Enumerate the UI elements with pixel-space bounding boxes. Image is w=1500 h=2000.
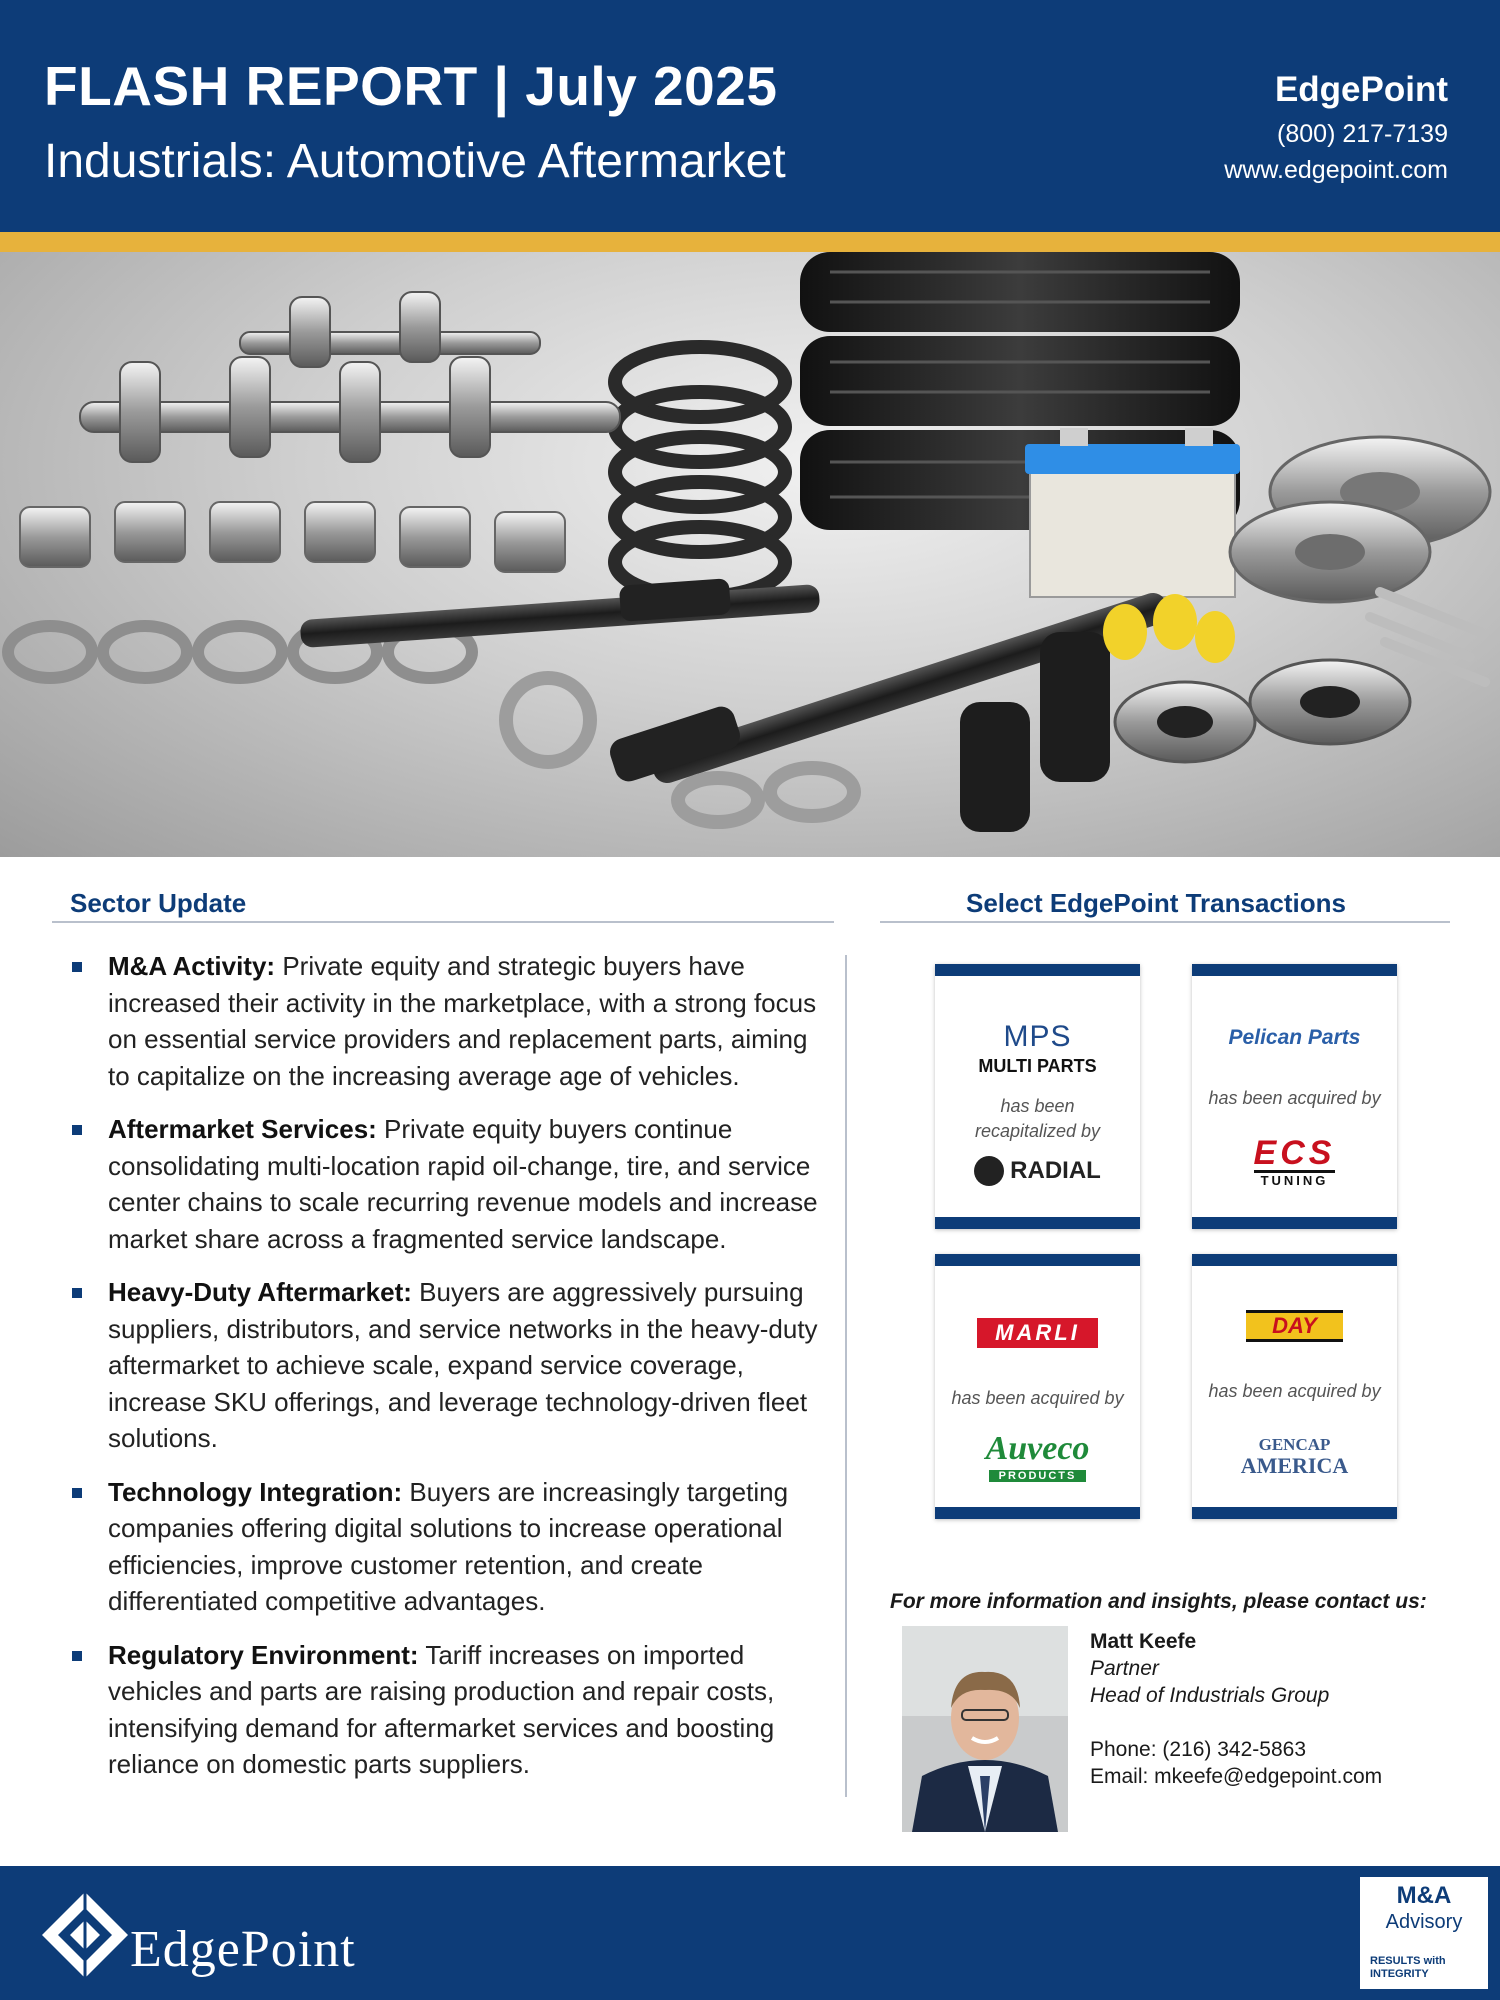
mps-logo: MPS bbox=[1003, 1020, 1072, 1053]
sector-divider bbox=[52, 921, 834, 923]
sector-update-heading: Sector Update bbox=[70, 888, 247, 918]
bullet-text: Buyers are aggressively pursuing suppliers, distributors, and service networks in the heavy-duty aftermarket to achieve scale, expand service coverage, increase SKU offerings, and leverage technology-driven fleet solutions. bbox=[108, 1277, 818, 1453]
accent-bar bbox=[0, 232, 1500, 252]
bullet-marker bbox=[72, 1651, 82, 1661]
transaction-verb: has been acquired by bbox=[1208, 1088, 1381, 1108]
battery-graphic bbox=[1025, 428, 1240, 597]
badge-tag-line2: INTEGRITY bbox=[1370, 1968, 1429, 1980]
transaction-card-multi-parts bbox=[935, 964, 1140, 1229]
bullet-title: Regulatory Environment: bbox=[108, 1639, 419, 1670]
bullet-title: Heavy-Duty Aftermarket: bbox=[108, 1277, 412, 1307]
tuning-name: TUNING bbox=[1260, 1173, 1329, 1188]
transaction-verb: has been recapitalized by bbox=[974, 1096, 1101, 1141]
report-header bbox=[0, 0, 1500, 232]
transaction-verb: has been acquired by bbox=[951, 1388, 1124, 1408]
bullet-technology bbox=[68, 1474, 828, 1620]
contact-details bbox=[1090, 1628, 1382, 1790]
auveco-products: PRODUCTS bbox=[989, 1470, 1087, 1482]
bullet-marker bbox=[72, 1125, 82, 1135]
badge-main: M&A bbox=[1396, 1882, 1452, 1909]
marli-logo bbox=[935, 1318, 1140, 1348]
bullet-text: Tariff increases on imported vehicles and parts are raising production and repair costs, intensifying demand for aftermarket services and boosting reliance on domestic parts suppliers. bbox=[108, 1639, 775, 1779]
ecs-tuning-logo bbox=[1192, 1136, 1397, 1188]
transactions-divider bbox=[880, 921, 1450, 923]
marli-name: MARLI bbox=[977, 1318, 1098, 1348]
transaction-verb: has been acquired by bbox=[1208, 1381, 1381, 1401]
footer-brand: EdgePoint bbox=[130, 1921, 356, 1978]
gencap-name: GENCAP bbox=[1258, 1435, 1331, 1454]
bullet-aftermarket-services bbox=[68, 1111, 828, 1257]
ecs-name: ECS bbox=[1253, 1134, 1336, 1172]
transactions-heading: Select EdgePoint Transactions bbox=[966, 888, 1346, 918]
badge-tagline bbox=[1370, 1955, 1480, 1981]
hero-image-auto-parts bbox=[0, 252, 1500, 857]
header-phone: (800) 217-7139 bbox=[1277, 120, 1448, 148]
multi-parts-name: MULTI PARTS bbox=[978, 1056, 1097, 1076]
bullet-title: Aftermarket Services: bbox=[108, 1114, 377, 1144]
coil-spring-graphic bbox=[615, 347, 785, 597]
contact-role: Partner bbox=[1090, 1657, 1159, 1680]
contact-group: Head of Industrials Group bbox=[1090, 1684, 1330, 1707]
radial-name: RADIAL bbox=[1010, 1157, 1101, 1184]
bullet-title: Technology Integration: bbox=[108, 1476, 403, 1507]
crankshaft-graphic bbox=[80, 292, 620, 462]
auveco-name: Auveco bbox=[985, 1430, 1090, 1467]
header-website: www.edgepoint.com bbox=[1224, 156, 1448, 184]
bullet-regulatory bbox=[68, 1637, 828, 1783]
contact-heading: For more information and insights, please contact us: bbox=[890, 1590, 1427, 1613]
badge-sub: Advisory bbox=[1385, 1911, 1463, 1933]
report-title: FLASH REPORT | July 2025 bbox=[44, 55, 778, 117]
transaction-card-marli bbox=[935, 1254, 1140, 1519]
report-subtitle: Industrials: Automotive Aftermarket bbox=[44, 135, 786, 188]
contact-name: Matt Keefe bbox=[1090, 1630, 1197, 1653]
contact-phone: Phone: (216) 342-5863 bbox=[1090, 1738, 1306, 1761]
gencap-america: AMERICA bbox=[1240, 1453, 1349, 1478]
gencap-logo bbox=[1192, 1436, 1397, 1478]
bullet-title: M&A Activity: bbox=[108, 951, 276, 981]
bullet-text: Private equity buyers continue consolidating multi-location rapid oil-change, tire, and service center chains to scale recurring revenue models and increase market share across a fragmented service landscape. bbox=[108, 1114, 818, 1254]
column-divider bbox=[845, 955, 847, 1797]
bullet-marker bbox=[72, 962, 82, 972]
bullet-text: Buyers are increasingly targeting companies offering digital solutions to increase operational efficiencies, improve customer retention, and create differentiated competitive advantages. bbox=[108, 1476, 789, 1616]
radial-mark-icon bbox=[974, 1156, 1004, 1186]
bullet-marker bbox=[72, 1488, 82, 1498]
bullet-text: Private equity and strategic buyers have increased their activity in the marketplace, with a strong focus on essential service providers and replacement parts, aiming to capitalize on the increasing average age of vehicles. bbox=[108, 951, 817, 1091]
contact-photo bbox=[902, 1626, 1068, 1832]
day-logo bbox=[1192, 1310, 1397, 1342]
contact-email[interactable]: Email: mkeefe@edgepoint.com bbox=[1090, 1765, 1383, 1788]
bullet-ma-activity bbox=[68, 948, 828, 1094]
transaction-card-pelican-parts bbox=[1192, 964, 1397, 1229]
edgepoint-logo-mark bbox=[40, 1890, 130, 1985]
sector-bullet-list bbox=[68, 948, 828, 1800]
transaction-card-day bbox=[1192, 1254, 1397, 1519]
bullet-marker bbox=[72, 1288, 82, 1298]
badge-tag-line1: RESULTS with bbox=[1370, 1955, 1446, 1967]
day-name: DAY bbox=[1246, 1310, 1343, 1342]
header-brand: EdgePoint bbox=[1274, 70, 1448, 109]
ma-advisory-badge bbox=[1360, 1877, 1488, 1989]
pistons-graphic bbox=[20, 502, 565, 572]
bullet-heavy-duty bbox=[68, 1274, 828, 1457]
pelican-parts-logo: Pelican Parts bbox=[1228, 1026, 1361, 1049]
radial-logo bbox=[935, 1156, 1140, 1186]
auveco-logo bbox=[935, 1432, 1140, 1484]
